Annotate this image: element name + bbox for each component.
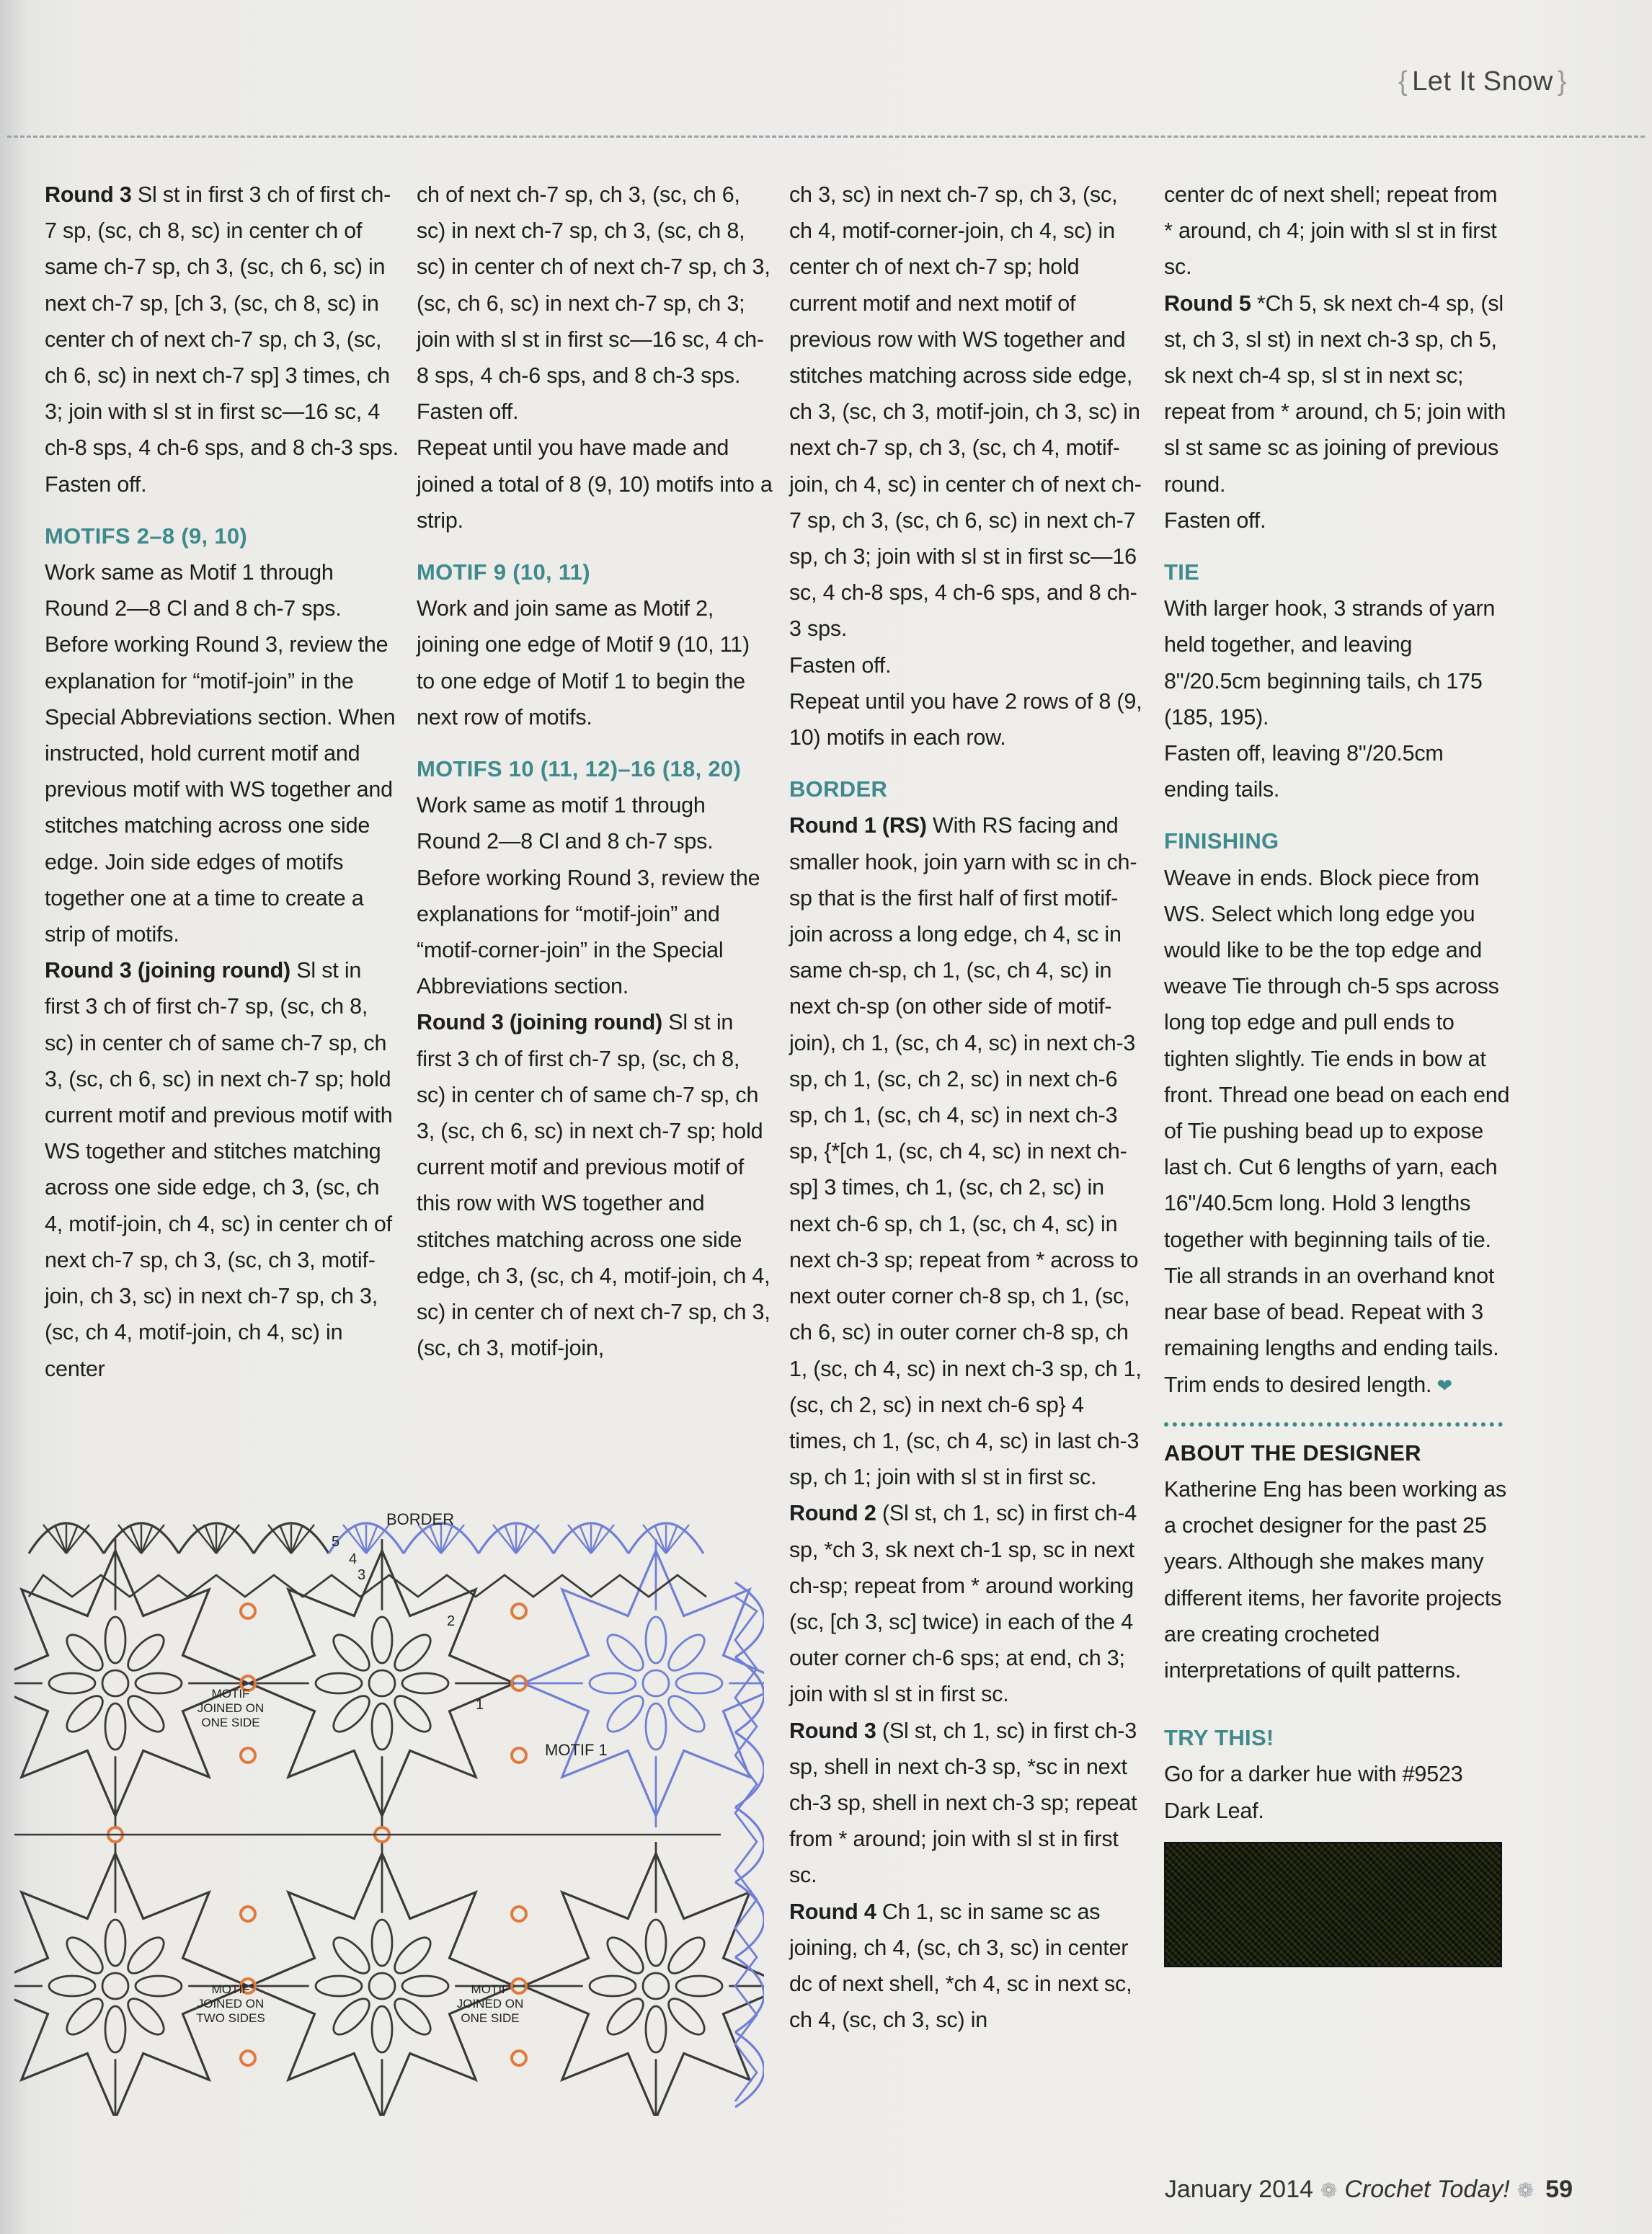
- border-stitch: [55, 1525, 66, 1553]
- motif-petal: [602, 1932, 649, 1979]
- border-stitch: [268, 1525, 291, 1553]
- page-footer: [1165, 2176, 1573, 2204]
- instruction-paragraph: [789, 1495, 1146, 1712]
- motif-petal: [123, 1629, 169, 1676]
- try-this-text: Go for a darker hue with #9523 Dark Leaf.: [1164, 1762, 1463, 1823]
- section-heading: FINISHING: [1164, 828, 1279, 854]
- motif-petal: [663, 1690, 710, 1737]
- motif-petal: [646, 1920, 666, 1966]
- border-stitch: [666, 1525, 689, 1553]
- border-stitch: [505, 1525, 516, 1553]
- border-stitch: [141, 1525, 153, 1553]
- instruction-text: Fasten off.: [1164, 507, 1266, 533]
- motif-petal: [136, 1976, 182, 1996]
- close-brace-icon: }: [1557, 66, 1567, 97]
- about-dotted-rule: [1164, 1422, 1503, 1427]
- instruction-text: Work same as Motif 1 through Round 2—8 Cl and 8 ch-7 sps. Before working Round 3, review the explanation for “motif-join” in the Special Abbreviations section. When instructed, hold current motif and previous motif with WS together and stitches matching across one side edge. Join side edges of motifs together one at a time to create a strip of motifs.: [45, 560, 396, 947]
- border-stitch: [118, 1525, 141, 1553]
- motif-petal: [372, 1703, 392, 1750]
- motif-petal: [123, 1690, 169, 1737]
- motif-petal: [49, 1673, 95, 1693]
- border-stitch: [280, 1525, 291, 1553]
- instruction-text: (Sl st, ch 1, sc) in first ch-3 sp, shell in next ch-3 sp, *sc in next ch-3 sp, shell in next ch-3 sp; repeat from * around; join with sl st in first sc.: [789, 1718, 1137, 1888]
- instruction-paragraph: [1164, 285, 1510, 502]
- instruction-text: ch 3, sc) in next ch-7 sp, ch 3, (sc, ch 4, motif-corner-join, ch 4, sc) in center ch of next ch-7 sp; hold current motif and next motif of previous row with WS together and stitches matching across side edge, ch 3, (sc, ch 3, motif-join, ch 3, sc) in next ch-7 sp, ch 3, (sc, ch 4, motif-join, ch 4, sc) in center ch of next ch-7 sp, ch 3, (sc, ch 6, sc) in next ch-7 sp, ch 3; join with sl st in first sc—16 sc, 4 ch-8 sps, 4 ch-6 sps, and 8 ch-3 sps.: [789, 182, 1142, 642]
- motif-petal: [389, 1690, 436, 1737]
- border-stitch: [666, 1525, 678, 1553]
- border-stitch: [516, 1525, 528, 1553]
- border-stitch: [366, 1525, 389, 1553]
- border-stitch: [343, 1525, 366, 1553]
- motif-petal: [61, 1690, 108, 1737]
- diagram-label-joined-two-sides: MOTIF JOINED ON TWO SIDES: [196, 1982, 265, 2025]
- border-stitch: [66, 1525, 89, 1553]
- motif-petal: [602, 1690, 649, 1737]
- border-stitch: [66, 1525, 78, 1553]
- diagram-strokes: [14, 1523, 764, 2116]
- motif-petal: [123, 1932, 169, 1979]
- instruction-lead: Round 3: [45, 182, 132, 207]
- diagram-border-label: BORDER: [386, 1510, 455, 1528]
- motif-petal: [646, 2006, 666, 2052]
- instruction-paragraph: [789, 807, 1146, 1495]
- join-marker: [512, 1907, 526, 1921]
- diagram-round-3: 3: [358, 1567, 366, 1583]
- instruction-paragraph: [1164, 502, 1510, 538]
- instruction-paragraph: [417, 430, 773, 538]
- motif-petal: [61, 1932, 108, 1979]
- crochet-chart-diagram: [14, 1496, 764, 2116]
- border-stitch: [216, 1525, 239, 1553]
- border-stitch: [205, 1525, 216, 1553]
- motif-petal: [389, 1629, 436, 1676]
- join-marker: [241, 1604, 255, 1618]
- instruction-text: Sl st in first 3 ch of first ch-7 sp, (sc, ch 8, sc) in center ch of same ch-7 sp, ch 3, (sc, ch 6, sc) in next ch-7 sp, [ch 3, (sc, ch 8, sc) in center ch of next ch-7 sp, ch 3, (sc, ch 6, sc) in next ch-7 sp] 3 times, ch 3; join with sl st in first sc—16 sc, 4 ch-8 sps, 4 ch-6 sps, and 8 ch-3 sps.: [45, 182, 399, 461]
- instruction-paragraph: [789, 683, 1146, 755]
- instruction-paragraph: [417, 394, 773, 430]
- border-stitch: [366, 1525, 378, 1553]
- instruction-text: Repeat until you have made and joined a total of 8 (9, 10) motifs into a strip.: [417, 435, 773, 533]
- diagram-round-5: 5: [332, 1534, 340, 1550]
- section-heading: MOTIFS 10 (11, 12)–16 (18, 20): [417, 756, 742, 782]
- motif-petal: [389, 1932, 436, 1979]
- motif-center-ring: [369, 1670, 395, 1696]
- join-marker: [241, 2051, 255, 2065]
- border-stitch: [579, 1525, 591, 1553]
- border-stitch: [441, 1525, 453, 1553]
- motif-petal: [676, 1976, 722, 1996]
- about-heading: ABOUT THE DESIGNER: [1164, 1440, 1421, 1466]
- border-stitch: [291, 1525, 314, 1553]
- text-column-2: [417, 177, 773, 1367]
- instruction-text: With larger hook, 3 strands of yarn held together, and leaving 8"/20.5cm beginning tails, ch 175 (185, 195).: [1164, 596, 1496, 730]
- motif-petal: [328, 1993, 375, 2040]
- border-scallop: [735, 1732, 764, 1807]
- motif-petal: [646, 1703, 666, 1750]
- border-stitch: [516, 1525, 539, 1553]
- motif-petal: [663, 1629, 710, 1676]
- motif-petal: [61, 1629, 108, 1676]
- try-this-heading: TRY THIS!: [1164, 1725, 1274, 1751]
- border-stitch: [43, 1525, 66, 1553]
- motif-petal: [590, 1976, 636, 1996]
- motif-petal: [646, 1617, 666, 1663]
- instruction-lead: Round 5: [1164, 291, 1251, 316]
- instruction-lead: Round 3 (joining round): [417, 1010, 662, 1035]
- instruction-text: Sl st in first 3 ch of first ch-7 sp, (sc, ch 8, sc) in center ch of same ch-7 sp, ch 3, (sc, ch 6, sc) in next ch-7 sp; hold current motif and previous motif with WS together and stitches matching across one side edge, ch 3, (sc, ch 4, motif-join, ch 4, sc) in center ch of next ch-7 sp, ch 3, (sc, ch 3, motif-join, ch 3, sc) in next ch-7 sp, ch 3, (sc, ch 4, motif-join, ch 4, sc) in center: [45, 958, 393, 1381]
- instruction-text: *Ch 5, sk next ch-4 sp, (sl st, ch 3, sl st) in next ch-3 sp, ch 5, sk next ch-4 sp, sl st in next sc; repeat from * around, ch 5; join with sl st same sc as joining of previous round.: [1164, 291, 1506, 497]
- heart-icon: ❤: [1431, 1374, 1452, 1396]
- section-heading: MOTIFS 2–8 (9, 10): [45, 523, 248, 549]
- instruction-paragraph: [1164, 177, 1510, 285]
- motif-petal: [372, 1920, 392, 1966]
- motif-petal: [663, 1932, 710, 1979]
- border-stitch: [430, 1525, 441, 1553]
- footer-issue: January 2014: [1164, 2176, 1313, 2203]
- instruction-paragraph: [45, 466, 401, 502]
- instruction-paragraph: [789, 177, 1146, 647]
- instruction-text: center dc of next shell; repeat from * around, ch 4; join with sl st in first sc.: [1164, 182, 1498, 280]
- border-stitch: [216, 1525, 228, 1553]
- instruction-lead: Round 1 (RS): [789, 813, 927, 838]
- motif-petal: [105, 2006, 125, 2052]
- border-stitch: [643, 1525, 666, 1553]
- motif-petal: [105, 1703, 125, 1750]
- motif-petal: [61, 1993, 108, 2040]
- motif-center-ring: [643, 1670, 669, 1696]
- instruction-paragraph: [45, 554, 401, 952]
- yarn-swatch-image: [1164, 1842, 1502, 1967]
- header-dashed-rule: [7, 136, 1645, 138]
- join-marker: [512, 2051, 526, 2065]
- footer-magazine: Crochet Today!: [1344, 2176, 1510, 2203]
- section-heading: MOTIF 9 (10, 11): [417, 559, 590, 585]
- instruction-paragraph: [417, 177, 773, 394]
- join-marker: [512, 1748, 526, 1763]
- join-marker: [241, 1907, 255, 1921]
- border-stitch: [493, 1525, 516, 1553]
- instruction-paragraph: [789, 1713, 1146, 1894]
- motif-petal: [663, 1993, 710, 2040]
- border-stitch: [418, 1525, 441, 1553]
- diagram-label-joined-one-side-2: MOTIF JOINED ON ONE SIDE: [456, 1982, 524, 2025]
- motif-petal: [590, 1673, 636, 1693]
- section-tag-text: Let It Snow: [1412, 66, 1553, 97]
- instruction-paragraph: [1164, 860, 1510, 1404]
- join-marker: [241, 1748, 255, 1763]
- footer-separator-icon: ❁: [1320, 2179, 1338, 2202]
- motif-petal: [136, 1673, 182, 1693]
- border-stitch: [193, 1525, 216, 1553]
- motif-petal: [402, 1673, 448, 1693]
- motif-petal: [389, 1993, 436, 2040]
- diagram-motif1-label: MOTIF 1: [545, 1741, 608, 1759]
- border-stitch: [441, 1525, 464, 1553]
- motif-petal: [328, 1629, 375, 1676]
- border-stitch: [141, 1525, 164, 1553]
- instruction-paragraph: [789, 1894, 1146, 2039]
- text-column-3: [789, 177, 1146, 2038]
- instruction-text: Fasten off.: [417, 399, 519, 425]
- instruction-paragraph: [45, 177, 401, 466]
- instruction-paragraph: [1164, 590, 1510, 735]
- motif-petal: [402, 1976, 448, 1996]
- instruction-lead: Round 4: [789, 1899, 876, 1924]
- motif-petal: [328, 1932, 375, 1979]
- instruction-text: With RS facing and smaller hook, join yarn with sc in ch-sp that is the first half of first motif-join across a long edge, ch 4, sc in same ch-sp, ch 1, (sc, ch 4, sc) in next ch-sp (on other side of motif-join), ch 1, (sc, ch 4, sc) in next ch-3 sp, ch 1, (sc, ch 2, sc) in next ch-6 sp, ch 1, (sc, ch 4, sc) in next ch-3 sp, {*[ch 1, (sc, ch 4, sc) in next ch-sp] 3 times, ch 1, (sc, ch 2, sc) in next ch-6 sp, ch 1, (sc, ch 4, sc) in next ch-3 sp; repeat from * across to next outer corner ch-8 sp, ch 1, (sc, ch 6, sc) in outer corner ch-8 sp, ch 1, (sc, ch 4, sc) in next ch-3 sp, ch 1, (sc, ch 2, sc) in next ch-6 sp} 4 times, ch 1, (sc, ch 4, sc) in last ch-3 sp, ch 1; join with sl st in first sc.: [789, 813, 1142, 1490]
- diagram-motif-round-1: 1: [476, 1697, 484, 1713]
- text-column-4: [1164, 177, 1510, 1967]
- motif-petal: [123, 1993, 169, 2040]
- motif-center-ring: [102, 1670, 128, 1696]
- motif-petal: [372, 2006, 392, 2052]
- motif-petal: [328, 1690, 375, 1737]
- instruction-text: Work same as motif 1 through Round 2—8 Cl and 8 ch-7 sps. Before working Round 3, review the explanations for “motif-join” and “motif-corner-join” in the Special Abbreviations section.: [417, 793, 760, 999]
- text-column-1: [45, 177, 401, 1387]
- instruction-text: Work and join same as Motif 2, joining one edge of Motif 9 (10, 11) to one edge of Motif 1 to begin the next row of motifs.: [417, 596, 750, 730]
- instruction-text: (Sl st, ch 1, sc) in first ch-4 sp, *ch 3, sk next ch-1 sp, sc in next ch-sp; repeat from * around working (sc, [ch 3, sc] twice) in each of the 4 outer corner ch-6 sps; at end, ch 3; join with sl st in first sc.: [789, 1501, 1137, 1707]
- instruction-text: Fasten off, leaving 8"/20.5cm ending tails.: [1164, 741, 1444, 802]
- page-number: 59: [1545, 2176, 1573, 2203]
- instruction-paragraph: [45, 952, 401, 1386]
- motif-petal: [316, 1673, 362, 1693]
- instruction-lead: Round 2: [789, 1501, 876, 1526]
- border-stitch: [130, 1525, 141, 1553]
- section-heading: BORDER: [789, 776, 888, 802]
- motif-petal: [105, 1617, 125, 1663]
- section-heading: TIE: [1164, 559, 1200, 585]
- diagram-round-4: 4: [349, 1551, 358, 1567]
- border-stitch: [591, 1525, 603, 1553]
- instruction-paragraph: [417, 787, 773, 1004]
- instruction-text: Weave in ends. Block piece from WS. Select which long edge you would like to be the top edge and weave Tie through ch-5 sps across long top edge and pull ends to tighten slightly. Tie ends in bow at front. Thread one bead on each end of Tie pushing bead up to expose last ch. Cut 6 lengths of yarn, each 16"/40.5cm long. Hold 3 lengths together with beginning tails of tie. Tie all strands in an overhand knot near base of bead. Repeat with 3 remaining lengths and ending tails. Trim ends to desired length.: [1164, 865, 1510, 1397]
- motif-center-ring: [102, 1973, 128, 1999]
- border-stitch: [568, 1525, 591, 1553]
- instruction-paragraph: [417, 590, 773, 735]
- instruction-lead: Round 3 (joining round): [45, 958, 290, 983]
- instruction-text: Fasten off.: [789, 652, 892, 678]
- motif-petal: [602, 1993, 649, 2040]
- open-brace-icon: {: [1398, 66, 1408, 97]
- join-marker: [512, 1604, 526, 1618]
- instruction-paragraph: [789, 647, 1146, 683]
- motif-petal: [372, 1617, 392, 1663]
- about-text: Katherine Eng has been working as a crochet designer for the past 25 years. Although she makes many different items, her favorite projects are creating crocheted interpretations of quilt patterns.: [1164, 1476, 1506, 1683]
- motif-petal: [316, 1976, 362, 1996]
- diagram-label-joined-one-side-1: MOTIF JOINED ON ONE SIDE: [197, 1687, 265, 1729]
- instruction-text: Ch 1, sc in same sc as joining, ch 4, (sc, ch 3, sc) in center dc of next shell, *ch 4, sc in next sc, ch 4, (sc, ch 3, sc) in: [789, 1899, 1132, 2033]
- instruction-text: Fasten off.: [45, 471, 147, 497]
- instruction-text: ch of next ch-7 sp, ch 3, (sc, ch 6, sc) in next ch-7 sp, ch 3, (sc, ch 8, sc) in center ch of next ch-7 sp, ch 3, (sc, ch 6, sc) in next ch-7 sp, ch 3; join with sl st in first sc—16 sc, 4 ch-8 sps, 4 ch-6 sps, and 8 ch-3 sps.: [417, 182, 771, 389]
- motif-petal: [676, 1673, 722, 1693]
- motif-center-ring: [369, 1973, 395, 1999]
- instruction-paragraph: [417, 1004, 773, 1366]
- footer-separator-icon-2: ❁: [1516, 2179, 1535, 2202]
- section-tag: [1394, 66, 1571, 97]
- instruction-paragraph: [1164, 735, 1510, 807]
- motif-petal: [602, 1629, 649, 1676]
- motif-petal: [105, 1920, 125, 1966]
- motif-petal: [49, 1976, 95, 1996]
- instruction-lead: Round 3: [789, 1718, 876, 1743]
- motif-center-ring: [643, 1973, 669, 1999]
- diagram-motif-round-2: 2: [447, 1613, 456, 1629]
- border-stitch: [355, 1525, 366, 1553]
- instruction-text: Sl st in first 3 ch of first ch-7 sp, (sc, ch 8, sc) in center ch of same ch-7 sp, ch 3, (sc, ch 6, sc) in next ch-7 sp; hold current motif and previous motif of this row with WS together and stitches matching across one side edge, ch 3, (sc, ch 4, motif-join, ch 4, sc) in center ch of next ch-7 sp, ch 3, (sc, ch 3, motif-join,: [417, 1010, 771, 1361]
- border-stitch: [291, 1525, 303, 1553]
- instruction-text: Repeat until you have 2 rows of 8 (9, 10) motifs in each row.: [789, 688, 1142, 750]
- border-stitch: [591, 1525, 614, 1553]
